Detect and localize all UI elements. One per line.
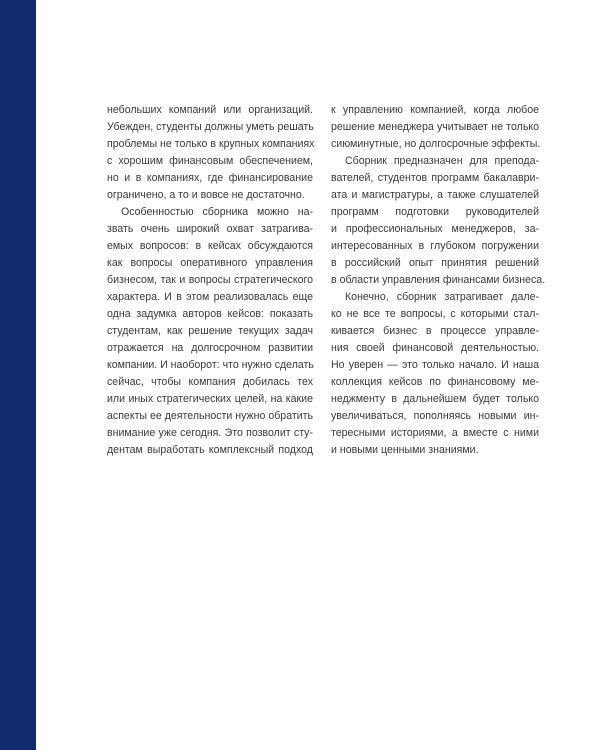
paragraph bbox=[331, 153, 546, 289]
text-line: Сборник предназначен для препода- bbox=[345, 155, 539, 167]
text-line: аспекты ее деятельности нужно обратить bbox=[107, 410, 313, 422]
paragraph bbox=[107, 102, 313, 204]
text-line: в области управления финансами бизнеса. bbox=[331, 274, 546, 286]
text-line: тересными историями, а вместе с ними bbox=[331, 427, 539, 439]
text-line: как вопросы оперативного управления bbox=[107, 257, 313, 269]
text-line: Конечно, сборник затрагивает дале- bbox=[345, 291, 539, 303]
text-line: и профессиональных менеджеров, за- bbox=[331, 223, 539, 235]
side-color-band bbox=[0, 0, 36, 750]
text-line: емых вопросов: в кейсах обсуждаются bbox=[107, 240, 313, 252]
text-line: Убежден, студенты должны уметь решать bbox=[107, 121, 314, 133]
paragraph bbox=[107, 204, 313, 459]
right-text-column bbox=[331, 102, 546, 459]
text-line: кивается бизнес в процессе управле- bbox=[331, 325, 539, 337]
paragraph bbox=[331, 289, 539, 459]
text-line: неджменту в дальнейшем будет только bbox=[331, 393, 539, 405]
text-line: сейчас, чтобы компания добилась тех bbox=[107, 376, 313, 388]
text-line: звать очень широкий охват затрагива- bbox=[107, 223, 313, 235]
text-line: или иных стратегических целей, на какие bbox=[107, 393, 313, 405]
text-line: ограничено, а то и вовсе не достаточно. bbox=[107, 189, 305, 201]
text-line: отражается на долгосрочном развитии bbox=[107, 342, 313, 354]
text-line: Особенностью сборника можно на- bbox=[121, 206, 313, 218]
paragraph bbox=[331, 102, 539, 153]
text-line: внимание уже сегодня. Это позволит сту- bbox=[107, 427, 313, 439]
left-text-column bbox=[107, 102, 313, 459]
text-line: проблемы не только в крупных компаниях bbox=[107, 138, 315, 150]
text-line: решение менеджера учитывает не только bbox=[331, 121, 539, 133]
text-line: в российский опыт принятия решений bbox=[331, 257, 539, 269]
text-line: вателей, студентов программ бакалаври- bbox=[331, 172, 539, 184]
text-line: сиюминутные, но долгосрочные эффекты. bbox=[331, 138, 541, 150]
text-line: ко не все те вопросы, с которыми стал- bbox=[331, 308, 539, 320]
text-line: одна задумка авторов кейсов: показать bbox=[107, 308, 313, 320]
text-line: интересованных в глубоком погружении bbox=[331, 240, 539, 252]
text-line: ния своей финансовой деятельностью. bbox=[331, 342, 539, 354]
text-line: но и в компаниях, где финансирование bbox=[107, 172, 313, 184]
text-line: к управлению компанией, когда любое bbox=[331, 104, 539, 116]
text-line: ата и магистратуры, а также слушателей bbox=[331, 189, 539, 201]
text-line: Но уверен — это только начало. И наша bbox=[331, 359, 539, 371]
text-line: дентам выработать комплексный подход bbox=[107, 444, 313, 456]
text-line: коллекция кейсов по финансовому ме- bbox=[331, 376, 539, 388]
text-line: бизнесом, так и вопросы стратегического bbox=[107, 274, 313, 286]
text-line: с хорошим финансовым обеспечением, bbox=[107, 155, 313, 167]
text-line: характера. И в этом реализовалась еще bbox=[107, 291, 313, 303]
text-line: увеличиваться, пополняясь новыми ин- bbox=[331, 410, 539, 422]
text-line: небольших компаний или организаций. bbox=[107, 104, 313, 116]
text-line: студентам, как решение текущих задач bbox=[107, 325, 313, 337]
text-line: компании. И наоборот: что нужно сделать bbox=[107, 359, 314, 371]
text-line: программ подготовки руководителей bbox=[331, 206, 539, 218]
text-line: и новыми ценными знаниями. bbox=[331, 444, 479, 456]
